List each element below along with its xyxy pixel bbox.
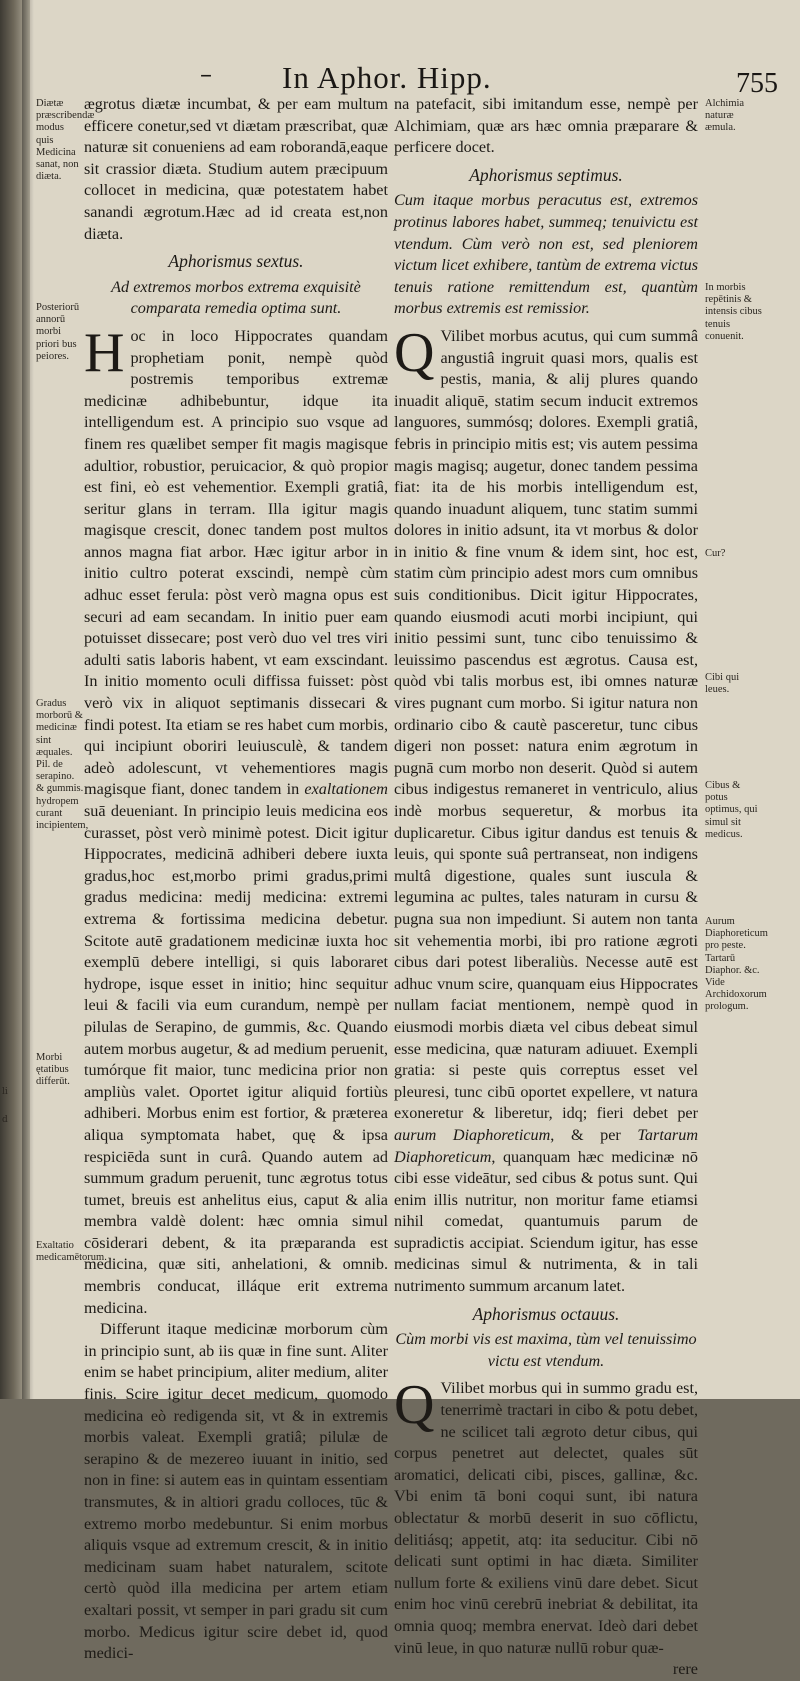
right-column (394, 94, 698, 1681)
left-intro-paragraph: ægrotus diætæ incumbat, & per eam multum efficere conetur,sed vt diætam præscribat, quæ naturæ sit conueniens ad eam roborandā,eaque sit crassior diæta. Studium autem præcipuum collocet in medicina, quæ potestatem habet sanandi ægrotum.Hæc ad id creata est,non diæta. (84, 95, 388, 243)
left-paragraph-1-text-a: oc in loco Hippocrates quandam prophetiam ponit, nempè quòd postremis temporibus extremæ medicinæ adhibebuntur, idque ita intelligendum est. A principio suo vsque ad finem res quælibet semper fit magis magisque adultior, robustior, peruicacior, & quò propior est fini, eò est vehementior. Exempli gratiâ, seritur glans in terram. Illa igitur magis magisque crescit, donec tandem post multos annos magna fiat arbor. Hæc igitur arbor in initio cultro poterat exscindi, nempè cùm adhuc esset ferula: pòst verò magna opus est securi ad eam secandam. In initio puer eam potuisset dissecare; post verò duo vel tres viri adulti satis laboris habent, vt eam exscindant. In initio momento oculi diffissa fuisset: pòst verò vix in aliquot septimanis dissecari & findi potest. Ita etiam se res habet cum morbis, qui incipiunt oboriri leuiusculè, & tandem adeò adolescunt, vt vehementiores magis magisque fiant, donec tandem in (84, 326, 388, 799)
aphorism-6-heading: Aphorismus sextus. (168, 251, 304, 272)
left-paragraph-2: Differunt itaque medicinæ morborum cùm in principio sunt, ab iis quæ in fine sunt. Aliter enim se habet principium, aliter medium, aliter finis. Scire igitur decet medicum, quomodo medicina eò redigenda sit, vt & in extremis morbis valeat. Exempli gratiâ; pilulæ de serapino & de mezereo iuuant in initio, sed non in fine: si autem eas in quintam essentiam transmutes, & in altiori gradu colloces, tūc & extremo morbo medebuntur. Si enim morbus aliquis vsque ad extremum crescit, & in initio medicinam suam habet naturalem, scitote certò quòd illa medicina per artem etiam exaltari possit, vt semper in pari gradu sit cum morbo. Medicus igitur scire debet id, quod medici- (84, 1320, 388, 1663)
gutter-shadow (22, 0, 34, 1399)
right-paragraph-1-end: , quanquam hæc medicinæ nō cibi esse videātur, sed cibus & potus sunt. Qui enim illis nutritur, non moritur fame etiamsi nihil comedat, quantumuis parum de supradictis accipiat. Sciendum igitur, has esse medicinas simul & nutrimenta, & in tali nutrimento summum arcanum latet. (394, 1147, 698, 1296)
running-head: In Aphor. Hipp. (282, 60, 492, 95)
margin-note-right-6: Aurum Diaphoreticum pro peste. Tartarū Diaphor. &c. Vide Archidoxorum prologum. (705, 916, 768, 1013)
left-paragraph-1 (84, 321, 388, 1319)
right-paragraph-1-text: Vilibet morbus acutus, qui cum summâ angustiâ ingruit quasi mors, qualis est pestis, mania, & alij plures quando inuadit aliquē, statim secum inducit extremos languores, summósq; dolores. Exempli gratiâ, febris in principio mitis est; vis autem pessima magis magisq; augetur, donec tandem pessima fiat: ita de his morbis intelligendum est, quando inuadunt aliquem, tunc statim summi dolores in initio adsunt, ita vt morbus & dolor in initio & fine vnum & idem sint, hoc est, statim cùm principio adest mors cum omnibus suis conditionibus. Dicit igitur Hippocrates, quando eiusmodi acuti morbi incipiunt, qui initio pessimi sunt, tunc cibo tenuissimo & leuissimo pascendus est ægrotus. Causa est, quòd vbi talis morbus est, ibi omnes naturæ vires pugnant cum morbo. Si igitur natura non ordinario cibo & cautè pasceretur, tunc cibus digeri non posset: natura enim ægrotum in pugnā cum morbo non deserit. Quòd si autem cibus indigestus remaneret in ventriculo, alius indè morbus sequeretur, & morbus ita duplicaretur. Cibus igitur dandus est tenuis & leuis, qui sponte suâ pertranseat, non indigens multâ digestione, quales sunt iuscula & legumina ac pultes, tales naturam in cursu & pugna sua non impediunt. Si autem non tanta sit vehementia morbi, ibi pro ratione ægroti cibus dari potest liberaliùs. Necesse autē est adhuc vnum scire, quanquam eius Hippocrates nullam faciat mentionem, nempè quod in eiusmodi morbis diæta vel cibus debeat simul esse medicina, quæ naturam adiuuet. Exempli gratia: si peste quis correptus esset vel pleuresi, tunc cibū oportet expellere, vt natura exoneretur & liberetur, idq; fieri debet per (394, 326, 698, 1123)
margin-note-left-2: Posteriorū annorū morbi priori bus peiores. (36, 302, 80, 362)
margin-note-left-3: Gradus morborū & medicinæ sint æquales. Pil. de serapino. & gummis. hydropem curant incipientem, (36, 698, 89, 832)
left-column (84, 94, 388, 1665)
right-intro-paragraph: na patefacit, sibi imitandum esse, nempè per Alchimiam, quæ ars hæc omnia præparare & perficere docet. (394, 95, 698, 157)
right-paragraph-2 (394, 1374, 698, 1659)
edge-fragment-2: d (2, 1115, 8, 1125)
margin-note-right-1: Alchimia naturæ æmula. (705, 98, 745, 134)
margin-note-left-5: Exaltatio medicamētorum. (36, 1240, 107, 1264)
aphorism-8-heading: Aphorismus octauus. (472, 1303, 620, 1324)
margin-note-right-2: In morbis repētinis & intensis cibus tenuis conuenit. (705, 282, 762, 342)
right-paragraph-1-mid: , & per (550, 1125, 638, 1144)
margin-note-right-5: Cibus & potus optimus, qui simul sit medicus. (705, 780, 758, 840)
left-paragraph-1-italic: exaltationem (304, 780, 388, 799)
aphorism-7-text: Cum itaque morbus peracutus est, extremos protinus labores habet, summeq; tenuivictu est vtendum. Cùm verò non est, sed pleniorem victum licet exhibere, tantùm de extrema victus tenuis ratione remittendum est, quantùm morbus extremis est remissior. (394, 191, 698, 318)
right-paragraph-1-italic-1: aurum Diaphoreticum (394, 1125, 551, 1144)
dropcap-h: H (84, 321, 125, 384)
margin-note-left-1: Diætæ præscribendæ modus quis Medicina sanat, non diæta. (36, 98, 95, 183)
aphorism-7-heading: Aphorismus septimus. (469, 164, 623, 185)
margin-note-right-3: Cur? (705, 548, 726, 559)
margin-note-left-4: Morbi ętatibus differūt. (36, 1052, 70, 1088)
right-paragraph-1 (394, 321, 699, 1298)
page-number: 755 (736, 68, 778, 99)
aphorism-8-text: Cùm morbi vis est maxima, tùm vel tenuissimo victu est vtendum. (395, 1330, 697, 1370)
left-paragraph-1-text-b: suā deueniant. In principio leuis medicina eos curasset, pòst verò minimè potest. Dicit igitur Hippocrates, medicinā adhiberi debere iuxta gradus,hoc est,morbo primi gradus,primi gradus medicina: medij medicina: extremi extrema & fortissima medicina debetur. Scitote autē gradationem medicinæ iuxta hoc exemplū debere intelligi, si quis laboraret hydrope, isque esset in initio; hinc sequitur leui & facili via eum curandum, nempè per pilulas de Serapino, de gummis, &c. Quando autem morbus augetur, & ad medium peruenit, tumórque fit maior, tunc medicina prior non ampliùs valet. Oportet igitur aliquid fortiùs adhiberi. Morbus enim est fortior, & præterea aliqua symptomata habet, quę & ipsa respiciēda sunt in curâ. Quando autem ad summum gradum peruenit, tunc ægrotus totus tumet, breuis est anhelitus eius, caput & alia membra valdè dolent: hæc omnia simul cōsiderari debent, & ita præparanda est medicina, quæ siti, anhelationi, & omnib. membris conducat, illáque erit extrema medicina. (84, 802, 388, 1317)
edge-fragment-1: li (2, 1087, 8, 1097)
dropcap-q-1: Q (394, 321, 435, 384)
dropcap-q-2: Q (394, 1374, 435, 1437)
catchword: rere (672, 1660, 698, 1679)
right-paragraph-2-text: Vilibet morbus qui in summo gradu est, tenerrimè tractari in cibo & potu debet, ne scilicet tali ægroto detur cibus, qui corpus penetret aut delectet, quales sūt aromatici, delicati cibi, pisces, gallinæ, &c. Vbi enim tā boni coqui sunt, ibi natura oblectatur & morbū deserit in suo cōflictu, delitiásq; appetit, atq: ita seducitur. Cibi nō delicati sunt optimi in hac diæta. Similiter nullum forte & exiliens vinū dare debet. Sicut enim hoc vinū cerebrū inebriat & debilitat, ita omnia quoq; membra enervat. Ideò dari debet vinū leue, in quo naturæ nullū robur quæ- (394, 1379, 698, 1657)
margin-note-right-4: Cibi qui leues. (705, 672, 740, 696)
right-paragraph-1-italic-2: Tartarum Diaphoreticum (394, 1125, 699, 1166)
header-dash: – (200, 60, 212, 88)
aphorism-6-text: Ad extremos morbos extrema exquisitè comparata remedia optima sunt. (111, 277, 361, 318)
